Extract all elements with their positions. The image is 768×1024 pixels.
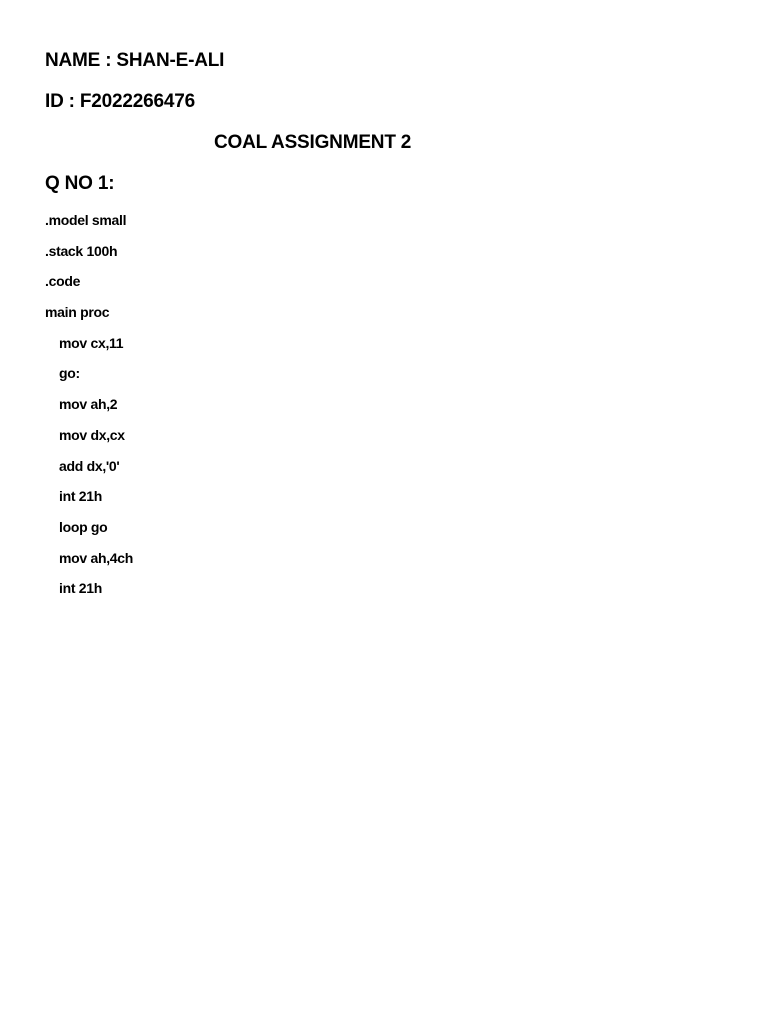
code-line: mov ah,4ch	[59, 549, 134, 566]
code-line: .code	[45, 273, 81, 290]
code-line: int 21h	[59, 580, 103, 597]
code-line: mov cx,11	[59, 334, 124, 351]
code-line: .model small	[45, 212, 127, 228]
assignment-title: COAL ASSIGNMENT 2	[214, 132, 412, 153]
code-line: mov ah,2	[59, 396, 118, 413]
assembly-code-block	[45, 209, 133, 608]
code-line: main proc	[45, 304, 110, 321]
code-line: add dx,'0'	[59, 457, 120, 474]
code-line: loop go	[59, 518, 108, 535]
code-line: mov dx,cx	[59, 426, 125, 443]
code-line: go:	[59, 365, 80, 382]
student-id: ID : F2022266476	[45, 91, 195, 112]
student-name: NAME : SHAN-E-ALI	[45, 50, 225, 71]
code-line: .stack 100h	[45, 242, 118, 259]
question-label: Q NO 1:	[45, 173, 115, 194]
code-line: int 21h	[59, 488, 103, 505]
